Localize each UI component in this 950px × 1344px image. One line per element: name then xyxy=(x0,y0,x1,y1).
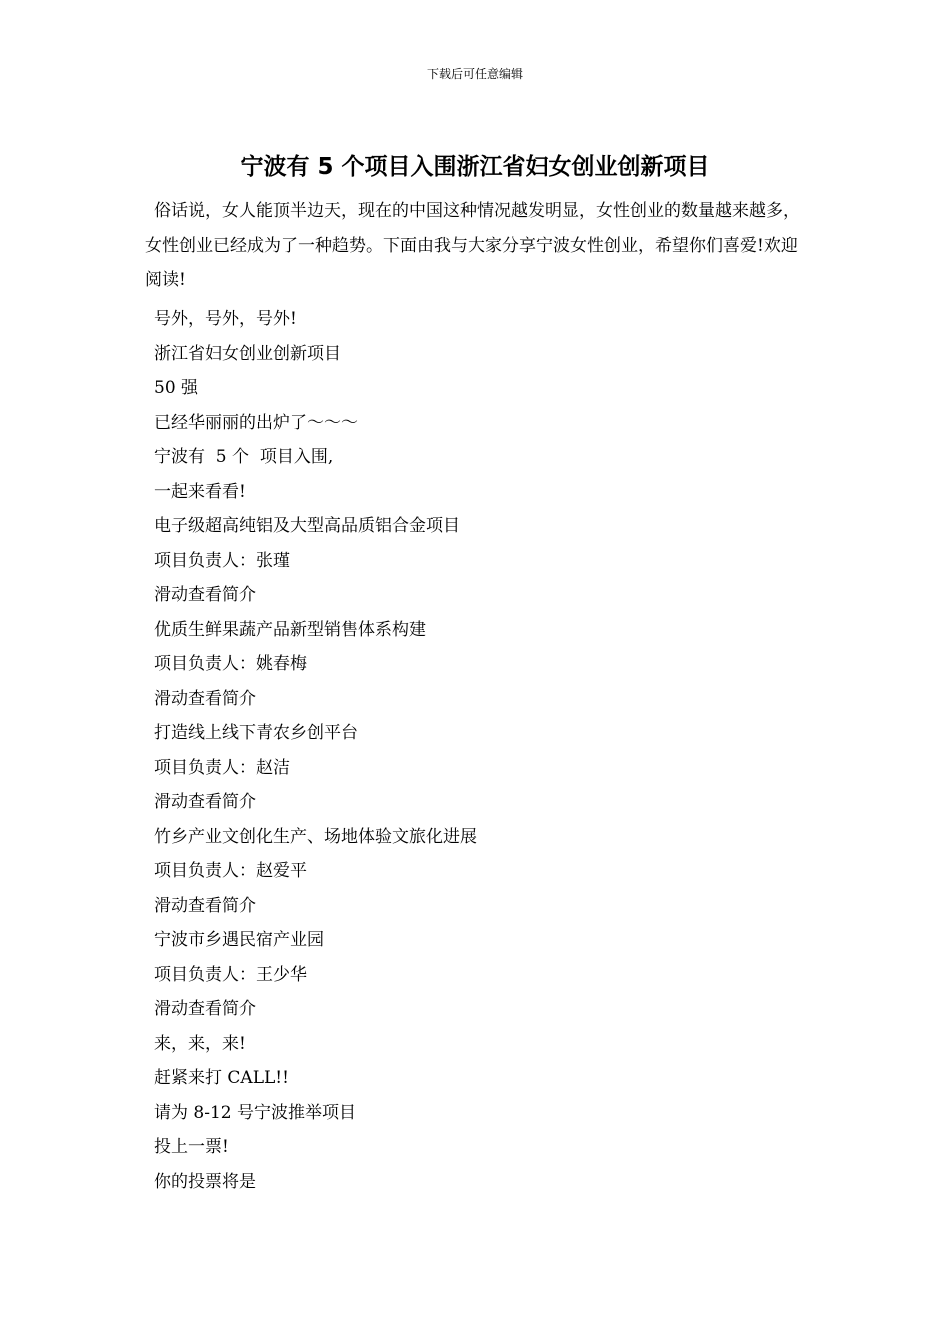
content-line: 已经华丽丽的出炉了～～～ xyxy=(154,412,358,433)
project-intro-hint: 滑动查看简介 xyxy=(154,999,256,1019)
content-line: 来，来，来! xyxy=(154,1033,246,1054)
project-name: 打造线上线下青农乡创平台 xyxy=(154,723,358,743)
project-leader: 项目负责人：王少华 xyxy=(154,964,307,985)
project-intro-hint: 滑动查看简介 xyxy=(154,895,256,916)
project-leader: 项目负责人：张瑾 xyxy=(154,550,290,571)
content-lines xyxy=(154,302,794,1199)
project-name: 竹乡产业文创化生产、场地体验文旅化进展 xyxy=(154,826,477,847)
content-line: 投上一票! xyxy=(154,1137,229,1157)
project-name: 宁波市乡遇民宿产业园 xyxy=(154,930,324,950)
project-name: 优质生鲜果蔬产品新型销售体系构建 xyxy=(154,619,426,640)
content-line: 浙江省妇女创业创新项目 xyxy=(154,343,341,364)
project-intro-hint: 滑动查看简介 xyxy=(154,585,256,605)
project-leader: 项目负责人：赵洁 xyxy=(154,757,290,778)
content-line: 宁波有 5 个 项目入围, xyxy=(154,447,334,467)
content-line: 你的投票将是 xyxy=(154,1171,256,1192)
content-line: 一起来看看! xyxy=(154,481,246,502)
page-header: 下载后可任意编辑 xyxy=(426,67,523,81)
project-leader: 项目负责人：姚春梅 xyxy=(154,654,307,674)
project-name: 电子级超高纯铝及大型高品质铝合金项目 xyxy=(154,516,460,536)
content-line: 50 强 xyxy=(154,378,199,398)
project-intro-hint: 滑动查看简介 xyxy=(154,688,256,709)
content-line: 赶紧来打 CALL!! xyxy=(154,1068,289,1088)
intro-paragraph: 俗话说，女人能顶半边天，现在的中国这种情况越发明显，女性创业的数量越来越多，女性创业已经成为了一种趋势。下面由我与大家分享宁波女性创业，希望你们喜爱!欢迎阅读! xyxy=(145,201,800,290)
content-line: 号外，号外，号外! xyxy=(154,309,297,329)
project-leader: 项目负责人：赵爱平 xyxy=(154,861,307,881)
content-line: 请为 8-12 号宁波推举项目 xyxy=(154,1102,356,1123)
document-title: 宁波有 5 个项目入围浙江省妇女创业创新项目 xyxy=(240,154,710,180)
project-intro-hint: 滑动查看简介 xyxy=(154,792,256,812)
